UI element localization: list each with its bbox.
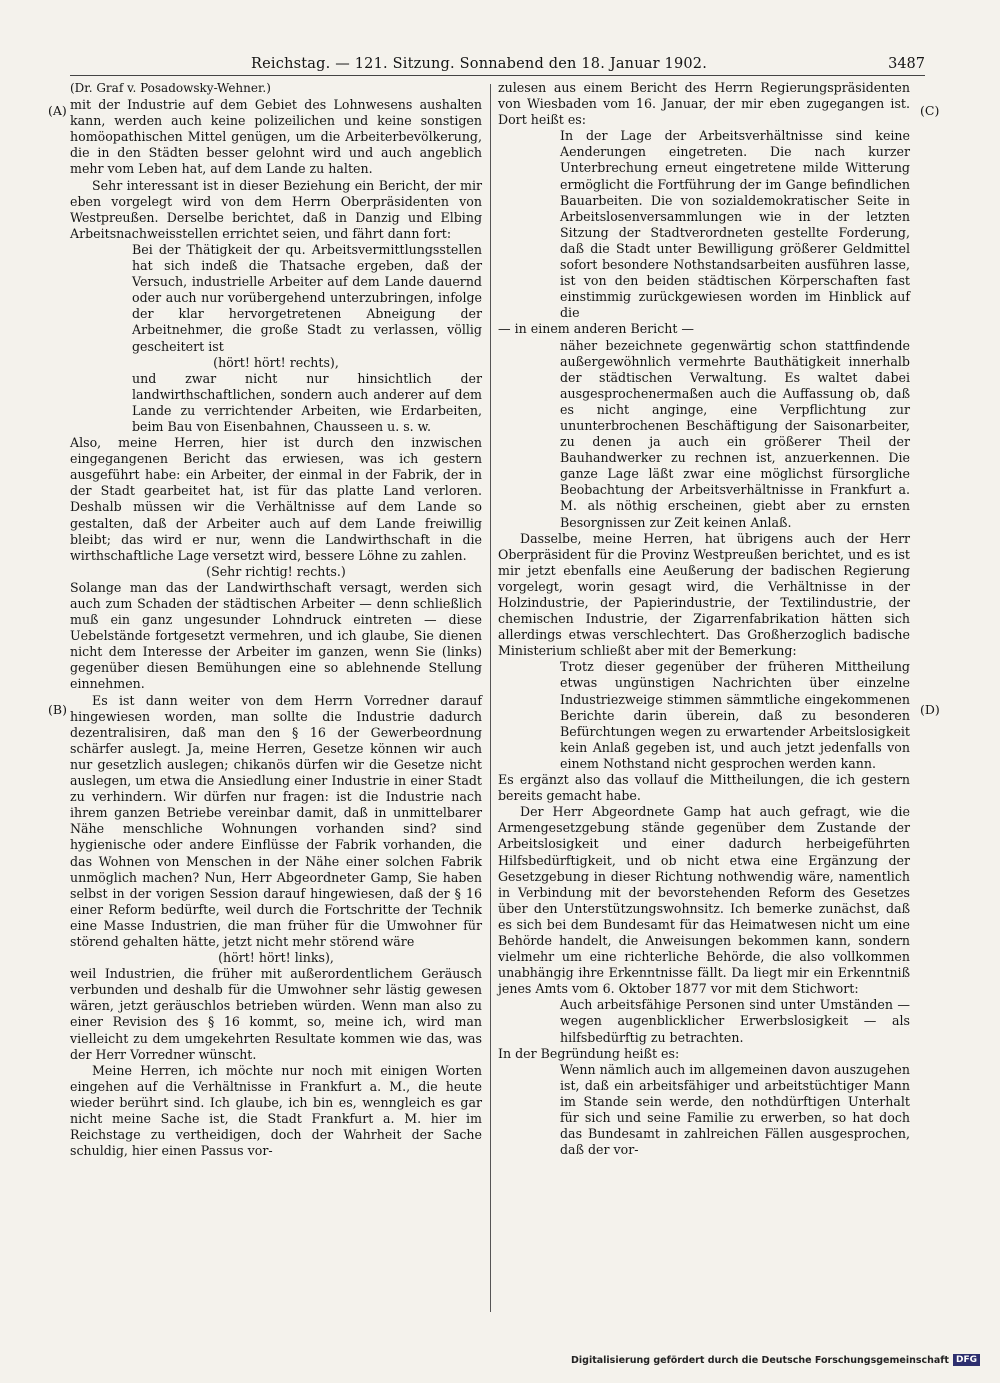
paragraph: weil Industrien, die früher mit außerordentlichem Geräusch verbunden und deshalb für die Umwohner sehr lästig gewesen wären, jetzt geräuschlos betrieben würden. Wenn man also zu einer Revision des § 16 kommt, so, meine ich, wird man vielleicht zu dem umgekehrten Resultate kommen wie das, was der Herr Vorredner wünscht. — [70, 966, 482, 1062]
paragraph: Dasselbe, meine Herren, hat übrigens auch der Herr Oberpräsident für die Provinz Westpreußen berichtet, und es ist mir jetzt ebenfalls eine Aeußerung der badischen Regierung vorgelegt, worin gesagt wird, die Verhältnisse in der Holzindustrie, der Papierindustrie, der Textilindustrie, der chemischen Industrie, der Zigarrenfabrikation hätten sich allerdings etwas verschlechtert. Das Großherzoglich badische Ministerium schließt aber mit der Bemerkung: — [498, 530, 910, 659]
margin-marker-c: (C) — [920, 103, 940, 118]
footer-credit: Digitalisierung gefördert durch die Deutsche Forschungsgemeinschaft — [571, 1354, 949, 1366]
speaker-label: (Dr. Graf v. Posadowsky-Wehner.) — [70, 81, 271, 95]
paragraph: Es ergänzt also das vollauf die Mittheilungen, die ich gestern bereits gemacht habe. — [498, 772, 910, 804]
quotation-block: Bei der Thätigkeit der qu. Arbeitsvermittlungsstellen hat sich indeß die Thatsache ergeben, daß der Versuch, industrielle Arbeiter auf dem Lande dauernd oder auch nur vorübergehend unterzubringen, infolge der klar hervorgetretenen Abneigung der Arbeitnehmer, die große Stadt zu verlassen, völlig gescheitert ist — [132, 241, 482, 354]
paragraph: Meine Herren, ich möchte nur noch mit einigen Worten eingehen auf die Verhältnisse in Frankfurt a. M., die heute wieder berührt sind. Ich glaube, ich bin es, wenngleich es gar nicht meine Sache ist, die Stadt Frankfurt a. M. hier im Reichstage zu vertheidigen, doch der Wahrheit der Sache schuldig, hier einen Passus vor- — [70, 1062, 482, 1159]
interjection: (Sehr richtig! rechts.) — [206, 563, 346, 579]
quotation-block: Auch arbeitsfähige Personen sind unter Umständen — wegen augenblicklicher Erwerbslosigkeit — als hilfsbedürftig zu betrachten. — [560, 997, 910, 1045]
column-divider — [490, 84, 491, 1312]
paragraph: Solange man das der Landwirthschaft versagt, werden sich auch zum Schaden der städtischen Arbeiter — denn schließlich muß ein ganz ungesunder Lohndruck eintreten — diese Uebelstände fortgesetzt vermehren, und ich glaube, Sie dienen nicht dem Interesse der Arbeiter im ganzen, wenn Sie (links) gegenüber diesen Bemühungen eine so ablehnende Stellung einnehmen. — [70, 579, 482, 692]
quotation-block: näher bezeichnete gegenwärtig schon stattfindende außergewöhnlich vermehrte Bauthätigkeit innerhalb der städtischen Verwaltung. Es waltet dabei ausgesprochenermaßen auch die Auffassung ob, daß es nicht angingе, eine Verpflichtung zur ununterbrochenen Beschäftigung der Saisonarbeiter, zu denen ja auch ein größerer Theil der Bauhandwerker zu rechnen ist, anzuerkennen. Die ganze Lage läßt zwar eine möglichst fürsorgliche Beobachtung der Arbeitsverhältnisse in Frankfurt a. M. als nöthig erscheinen, giebt aber zu ernsten Besorgnissen zur Zeit keinen Anlaß. — [560, 337, 910, 530]
paragraph: Es ist dann weiter von dem Herrn Vorredner darauf hingewiesen worden, man sollte die Industrie dadurch dezentralisiren, daß man den § 16 der Gewerbeordnung schärfer auslegt. Ja, meine Herren, Gesetze können wir auch nur gesetzlich auslegen; chikanös dürfen wir die Gesetze nicht auslegen, um etwa die Ansiedlung einer Industrie in einer Stadt zu verhindern. Wir dürfen nur fragen: ist die Industrie nach ihrem ganzen Betriebe vereinbar damit, daß in unmittelbarer Nähe menschliche Wohnungen vorhanden sind? sind hygienische oder andere Einflüsse der Fabrik vorhanden, die das Wohnen von Menschen in der Nähe einer solchen Fabrik unmöglich machen? Nun, Herr Abgeordneter Gamp, Sie haben selbst in der vorigen Session darauf hingewiesen, daß der § 16 einer Reform bedürfte, weil durch die Fortschritte der Technik eine Masse Industrien, die man früher für die Umwohner für störend gehalten hätte, jetzt nicht mehr störend wäre — [70, 692, 482, 949]
interjection: (hört! hört! links), — [218, 950, 334, 966]
interjection: (hört! hört! rechts), — [213, 354, 339, 370]
left-column-body — [70, 97, 482, 1159]
right-column-body — [498, 80, 910, 1158]
paragraph: Sehr interessant ist in dieser Beziehung ein Bericht, der mir eben vorgelegt wird von dem Herrn Oberpräsidenten von Westpreußen. Derselbe berichtet, daß in Danzig und Elbing Arbeitsnachweisstellen errichtet seien, und fährt dann fort: — [70, 177, 482, 241]
paragraph: zulesen aus einem Bericht des Herrn Regierungspräsidenten von Wiesbaden vom 16. Januar, der mir eben zugegangen ist. Dort heißt es: — [498, 80, 910, 128]
left-column — [70, 80, 482, 1159]
page-number: 3487 — [888, 56, 925, 72]
margin-marker-a: (A) — [48, 103, 67, 118]
dfg-logo: DFG — [953, 1354, 980, 1366]
paragraph: mit der Industrie auf dem Gebiet des Lohnwesens aushalten kann, werden auch keine polizeilichen und keine sonstigen homöopathischen Mittel genügen, um die Arbeiterbevölkerung, die in den Städten besser gelohnt wird und auch angeblich mehr vom Leben hat, auf dem Lande zu halten. — [70, 97, 482, 177]
paragraph: In der Begründung heißt es: — [498, 1045, 680, 1061]
quotation-block: In der Lage der Arbeitsverhältnisse sind keine Aenderungen eingetreten. Die nach kurzer Unterbrechung erneut eingetretene milde Witterung ermöglicht die Fortführung der im Gange befindlichen Bauarbeiten. Die von sozialdemokratischer Seite in Arbeitslosenversammlungen wie in der letzten Sitzung der Stadtverordneten gestellte Forderung, daß die Stadt unter Bewilligung größerer Geldmittel sofort besondere Nothstandsarbeiten ausführen lasse, ist von den beiden städtischen Körperschaften fast einstimmig zurückgewiesen worden im Hinblick auf die — [560, 128, 910, 321]
paragraph: Also, meine Herren, hier ist durch den inzwischen eingegangenen Bericht das erwiesen, was ich gestern ausgeführt habe: ein Arbeiter, der einmal in der Fabrik, der in der Stadt gearbeitet hat, ist für das platte Land verloren. Deshalb müssen wir die Verhältnisse auf dem Lande so gestalten, daß der Arbeiter auch auf dem Lande freiwillig bleibt; das wird er nur, wenn die Landwirthschaft in die wirthschaftliche Lage versetzt wird, bessere Löhne zu zahlen. — [70, 435, 482, 563]
footer — [571, 1354, 980, 1366]
right-column — [498, 80, 910, 1158]
paragraph: Der Herr Abgeordnete Gamp hat auch gefragt, wie die Armengesetzgebung stände gegenüber dem Zustande der Arbeitslosigkeit und einer dadurch herbeigeführten Hilfsbedürftigkeit, und ob nicht etwa eine Ergänzung der Gesetzgebung in dieser Richtung nothwendig wäre, namentlich in Verbindung mit der bevorstehenden Reform des Gesetzes über den Unterstützungswohnsitz. Ich bemerke zunächst, daß es sich bei dem Bundesamt für das Heimatwesen nicht um eine Behörde handelt, die Anweisungen bekommen kann, sondern vielmehr um eine richterliche Behörde, die also vollkommen unabhängig ihre Erkenntnisse fällt. Da liegt mir ein Erkenntniß jenes Amts vom 6. Oktober 1877 vor mit dem Stichwort: — [498, 804, 910, 997]
paragraph: — in einem anderen Bericht — — [498, 321, 695, 337]
quotation-block: und zwar nicht nur hinsichtlich der landwirthschaftlichen, sondern auch anderer auf dem Lande zu verrichtender Arbeiten, wie Erdarbeiten, beim Bau von Eisenbahnen, Chausseen u. s. w. — [132, 370, 482, 434]
page-header — [70, 50, 925, 76]
quotation-block: Trotz dieser gegenüber der früheren Mittheilung etwas ungünstigen Nachrichten über einzelne Industriezweige stimmen sämmtliche eingekommenen Berichte darin überein, daß zu besonderen Befürchtungen wegen zu erwartender Arbeitslosigkeit kein Anlaß gegeben ist, und auch jetzt jedenfalls von einem Nothstand nicht gesprochen werden kann. — [560, 659, 910, 771]
margin-marker-b: (B) — [48, 702, 67, 717]
quotation-block: Wenn nämlich auch im allgemeinen davon auszugehen ist, daß ein arbeitsfähiger und arbeitstüchtiger Mann im Stande sein werde, den nothdürftigen Unterhalt für sich und seine Familie zu erwerben, so hat doch das Bundesamt in zahlreichen Fällen ausgesprochen, daß der vor- — [560, 1061, 910, 1158]
running-title: Reichstag. — 121. Sitzung. Sonnabend den 18. Januar 1902. — [251, 56, 708, 72]
margin-marker-d: (D) — [920, 702, 940, 717]
